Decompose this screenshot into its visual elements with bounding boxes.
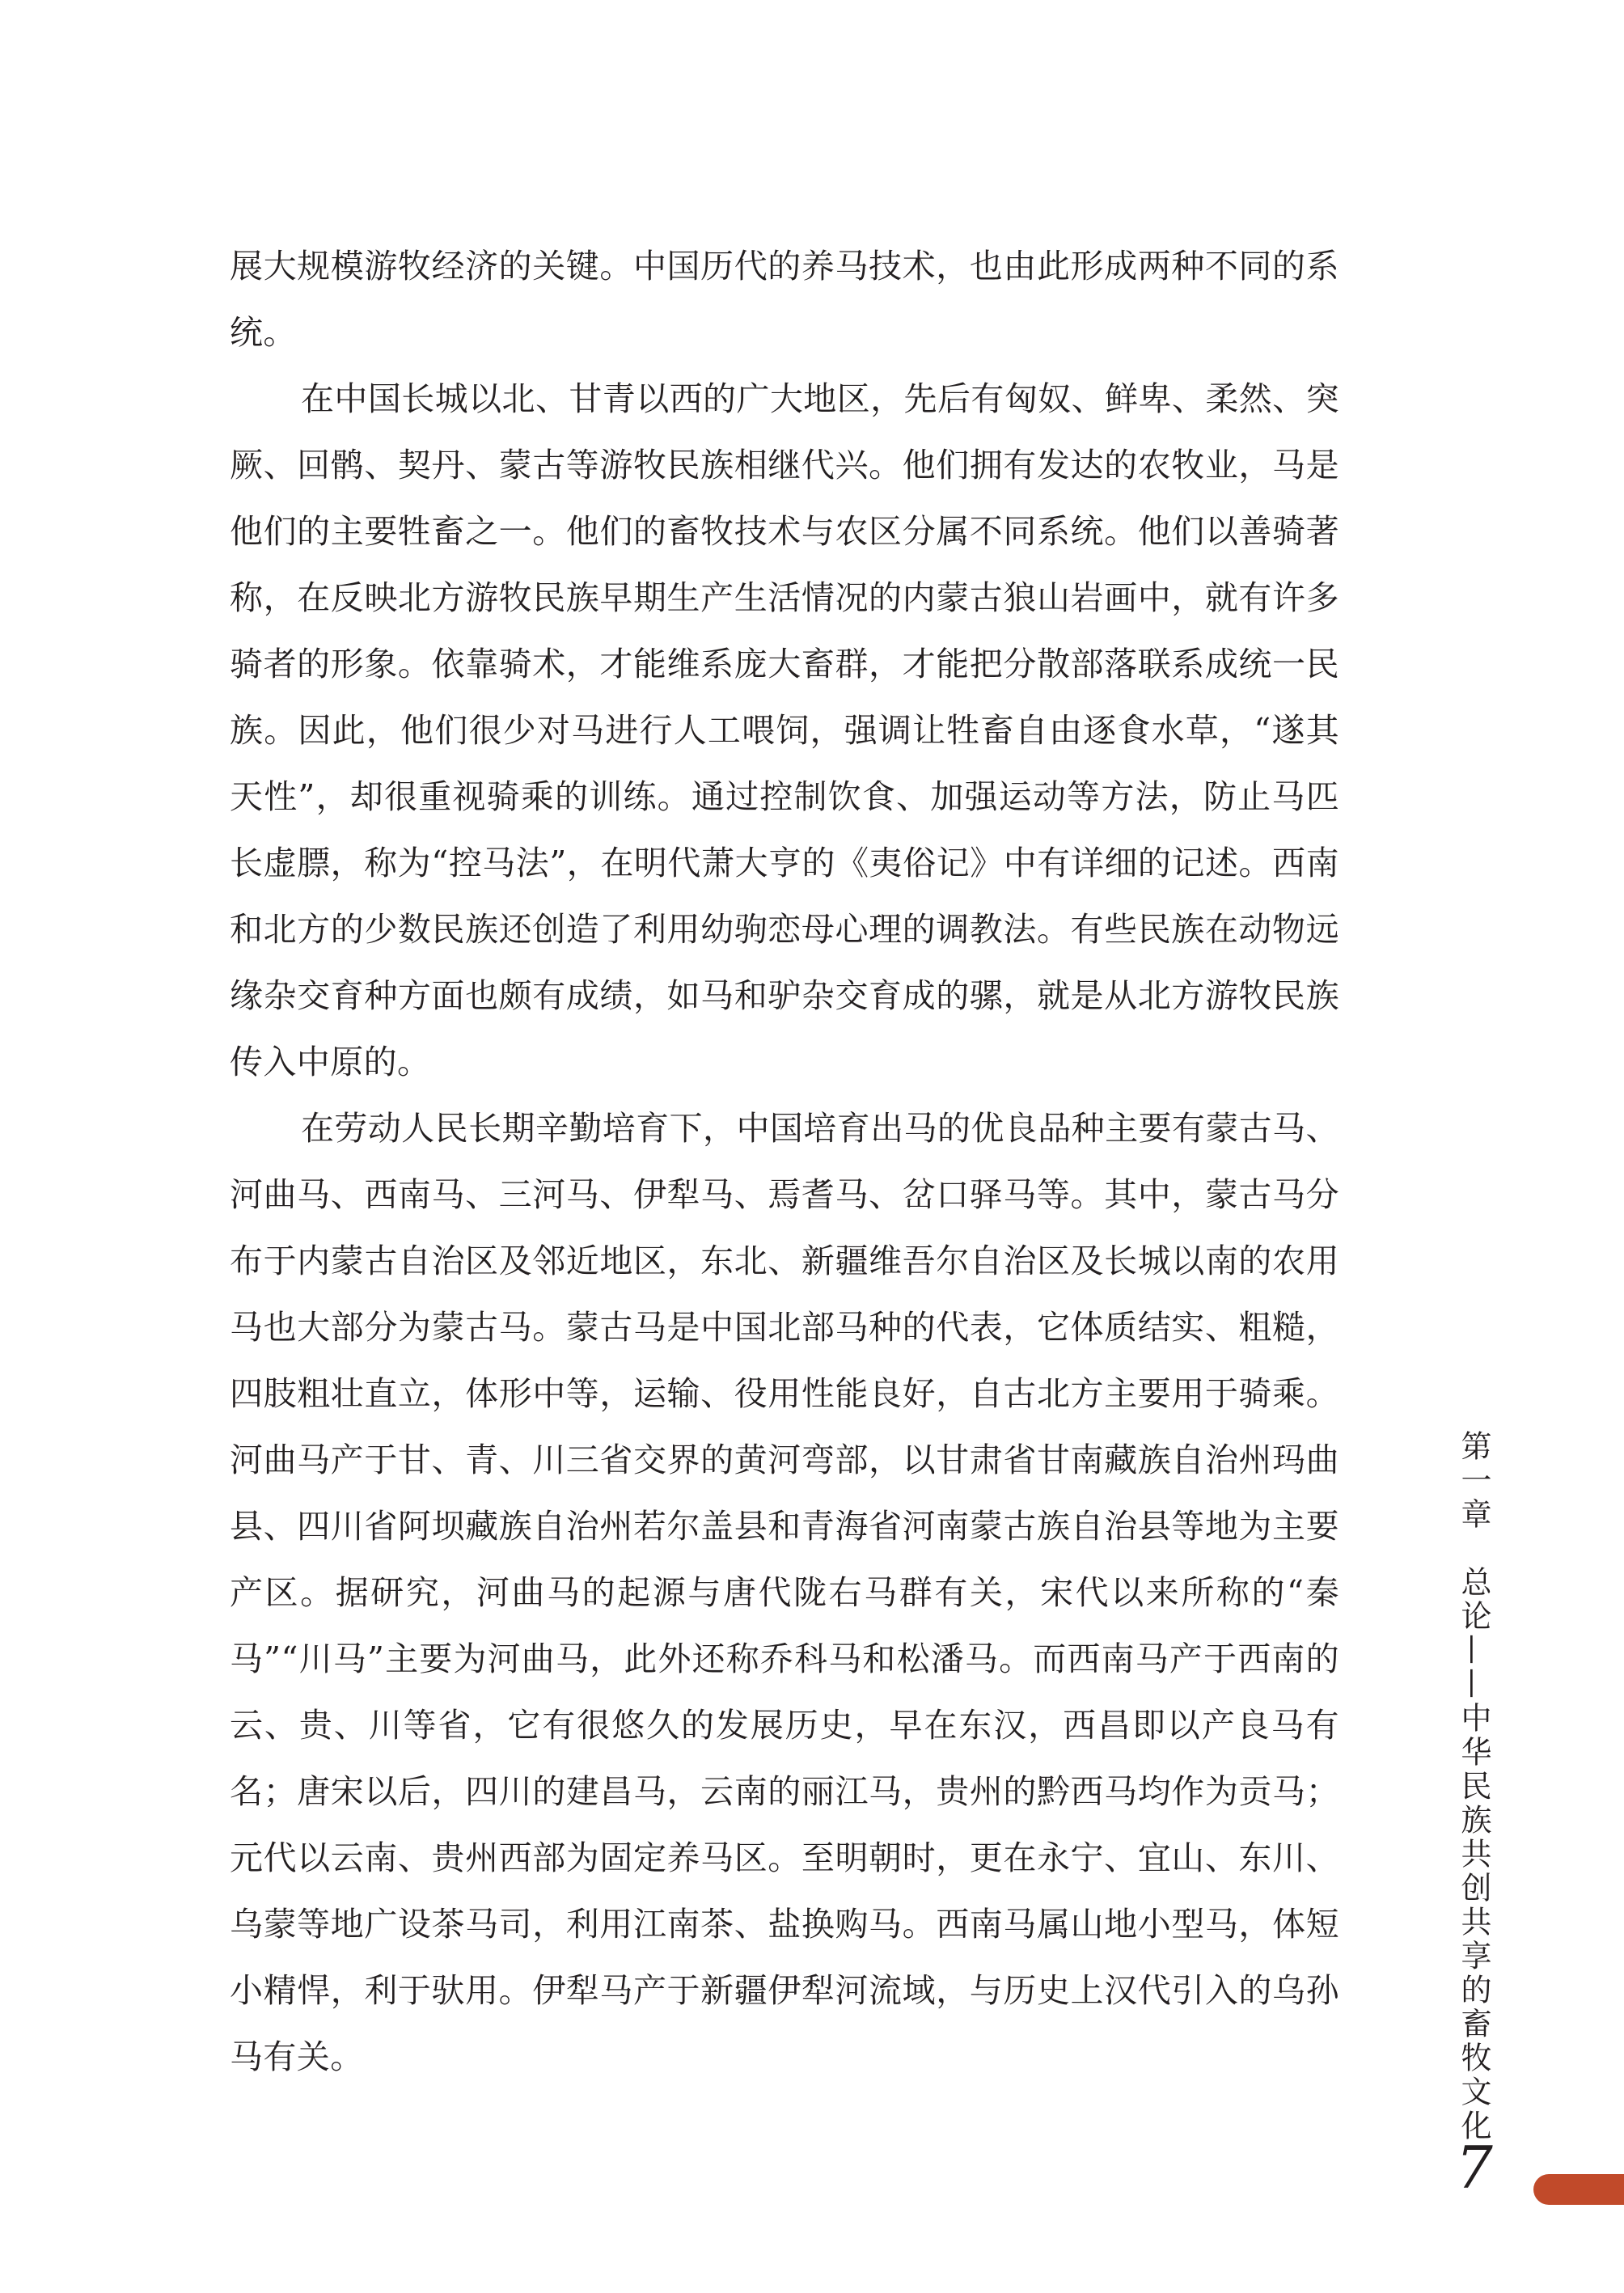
paragraph-1: 展大规模游牧经济的关键。中国历代的养马技术，也由此形成两种不同的系统。 [230,247,1339,352]
paragraph-3: 在劳动人民长期辛勤培育下，中国培育出马的优良品种主要有蒙古马、河曲马、西南马、三河马、伊犁马、焉耆马、岔口驿马等。其中，蒙古马分布于内蒙古自治区及邻近地区，东北、新疆维吾尔自治区及长城以南的农用马也大部分为蒙古马。蒙古马是中国北部马种的代表，它体质结实、粗糙，四肢粗壮直立，体形中等，运输、役用性能良好，自古北方主要用于骑乘。河曲马产于甘、青、川三省交界的黄河弯部，以甘肃省甘南藏族自治州玛曲县、四川省阿坝藏族自治州若尔盖县和青海省河南蒙古族自治县等地为主要产区。据研究，河曲马的起源与唐代陇右马群有关，宋代以来所称的“秦马”“川马”主要为河曲马，此外还称乔科马和松潘马。而西南马产于西南的云、贵、川等省，它有很悠久的发展历史，早在东汉，西昌即以产良马有名；唐宋以后，四川的建昌马，云南的丽江马，贵州的黔西马均作为贡马；元代以云南、贵州西部为固定养马区。至明朝时，更在永宁、宜山、东川、乌蒙等地广设茶马司，利用江南茶、盐换购马。西南马属山地小型马，体短小精悍，利于驮用。伊犁马产于新疆伊犁河流域，与历史上汉代引入的乌孙马有关。 [230,1109,1339,2076]
page-number: 7 [1456,2134,1493,2202]
body-text [230,233,1339,2090]
chapter-running-head: 第一章 总论——中华民族共创共享的畜牧文化 [1456,1430,1491,2143]
paragraph-2: 在中国长城以北、甘青以西的广大地区，先后有匈奴、鲜卑、柔然、突厥、回鹘、契丹、蒙古等游牧民族相继代兴。他们拥有发达的农牧业，马是他们的主要牲畜之一。他们的畜牧技术与农区分属不同系统。他们以善骑著称，在反映北方游牧民族早期生产生活情况的内蒙古狼山岩画中，就有许多骑者的形象。依靠骑术，才能维系庞大畜群，才能把分散部落联系成统一民族。因此，他们很少对马进行人工喂饲，强调让牲畜自由逐食水草，“遂其天性”，却很重视骑乘的训练。通过控制饮食、加强运动等方法，防止马匹长虚膘，称为“控马法”，在明代萧大亨的《夷俗记》中有详细的记述。西南和北方的少数民族还创造了利用幼驹恋母心理的调教法。有些民族在动物远缘杂交育种方面也颇有成绩，如马和驴杂交育成的骡，就是从北方游牧民族传入中原的。 [230,379,1339,1081]
page-tab-decoration [1533,2174,1624,2205]
